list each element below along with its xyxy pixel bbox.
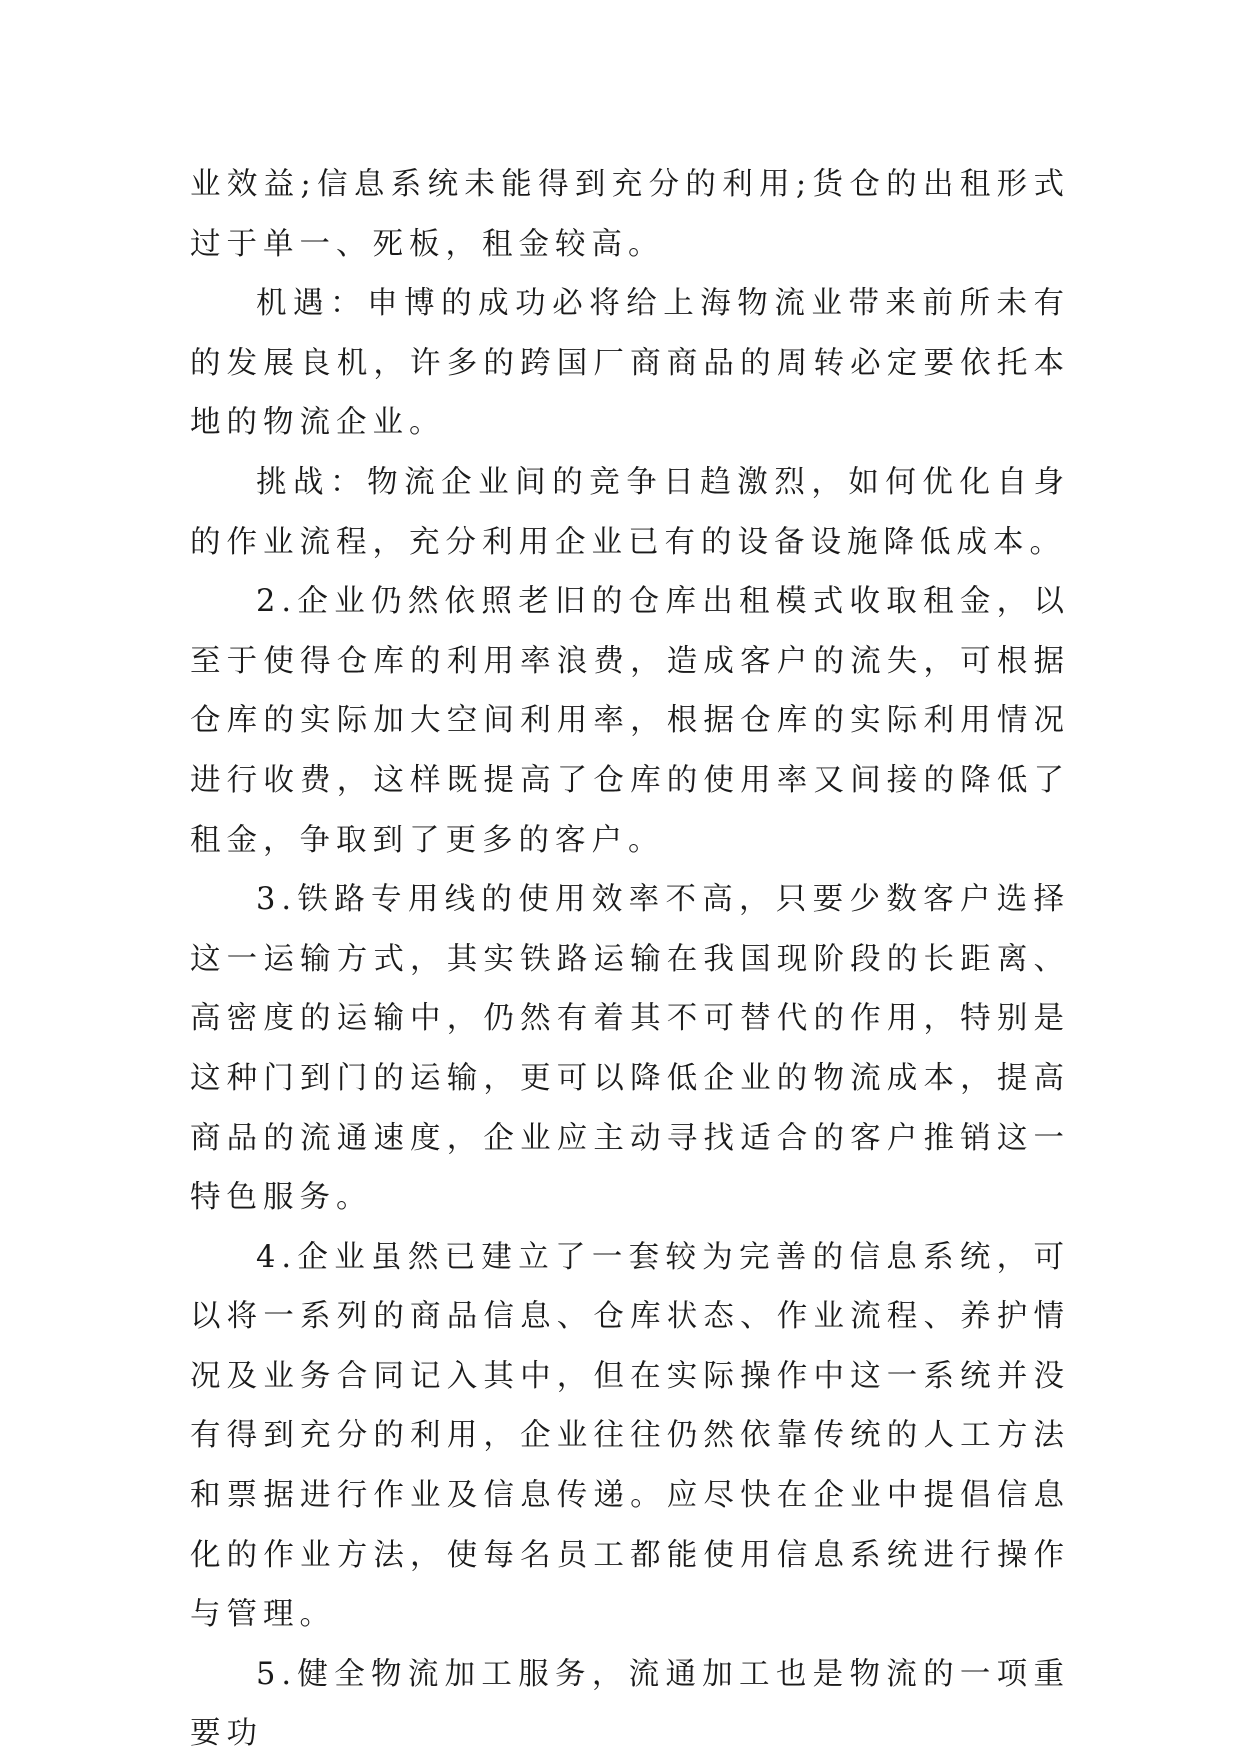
paragraph-challenge: 挑战：物流企业间的竞争日趋激烈，如何优化自身的作业流程，充分利用企业已有的设备设施降低成本。 <box>190 464 1070 560</box>
paragraph-item-3: 3.铁路专用线的使用效率不高，只要少数客户选择这一运输方式，其实铁路运输在我国现阶段的长距离、高密度的运输中，仍然有着其不可替代的作用，特别是这种门到门的运输，更可以降低企业的物流成本，提高商品的流通速度，企业应主动寻找适合的客户推销这一特色服务。 <box>190 882 1070 1216</box>
paragraph-continuation: 业效益;信息系统未能得到充分的利用;货仓的出租形式过于单一、死板，租金较高。 <box>190 167 1070 262</box>
paragraph-opportunity: 机遇：申博的成功必将给上海物流业带来前所未有的发展良机，许多的跨国厂商商品的周转必定要依托本地的物流企业。 <box>190 286 1070 441</box>
paragraph-item-4: 4.企业虽然已建立了一套较为完善的信息系统，可以将一系列的商品信息、仓库状态、作业流程、养护情况及业务合同记入其中，但在实际操作中这一系统并没有得到充分的利用，企业往往仍然依靠传统的人工方法和票据进行作业及信息传递。应尽快在企业中提倡信息化的作业方法，使每名员工都能使用信息系统进行操作与管理。 <box>190 1239 1070 1633</box>
paragraph-item-5: 5.健全物流加工服务，流通加工也是物流的一项重要功 <box>190 1656 1070 1752</box>
paragraph-item-2: 2.企业仍然依照老旧的仓库出租模式收取租金，以至于使得仓库的利用率浪费，造成客户的流失，可根据仓库的实际加大空间利用率，根据仓库的实际利用情况进行收费，这样既提高了仓库的使用率又间接的降低了租金，争取到了更多的客户。 <box>190 584 1070 858</box>
document-body <box>190 155 1070 1764</box>
